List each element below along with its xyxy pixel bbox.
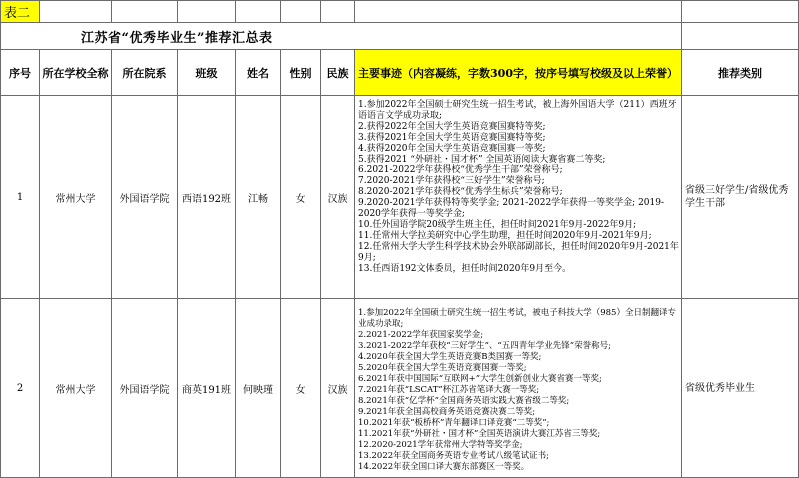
header-category: 推荐类别: [682, 50, 799, 96]
deed-item: 14.2022年获全国口译大赛东部赛区一等奖。: [358, 462, 530, 472]
header-name: 姓名: [236, 50, 281, 96]
deed-item: 11.2021年获“外研社・国才杯”全国英语演讲大赛江苏省三等奖;: [358, 429, 601, 439]
row1-name: 江畅: [236, 96, 281, 299]
deed-item: 1.参加2022年全国硕士研究生统一招生考试，被上海外国语大学（211）西班牙语语言文学成功录取;: [358, 100, 677, 121]
deed-item: 13.2022年获全国商务英语专业考试八级笔试证书;: [358, 451, 550, 461]
deed-item: 13.任西语192文体委员，担任时间2020年9月至今。: [358, 263, 572, 274]
deed-item: 10.2021年获“板桥杯”青年翻译口译竞赛“二等奖”;: [358, 418, 550, 428]
deed-item: 9.2021年获全国高校商务英语竞赛决赛二等奖;: [358, 407, 536, 417]
empty-cell: [682, 0, 799, 23]
row1-gender: 女: [281, 96, 321, 299]
deed-item: 8.2020-2021学年获得校“优秀学生标兵”荣誉称号;: [358, 187, 563, 198]
row1-seq: 1: [0, 96, 40, 299]
header-ethnicity: 民族: [321, 50, 355, 96]
deed-item: 2.获得2022年全国大学生英语竞赛国赛特等奖;: [358, 121, 546, 132]
header-seq: 序号: [0, 50, 40, 96]
deed-item: 2.2021-2022学年获国家奖学金;: [358, 330, 484, 340]
empty-cell: [321, 0, 355, 23]
row1-category: 省级三好学生/省级优秀学生干部: [682, 96, 799, 299]
deed-item: 5.获得2021 “外研社・国才杯” 全国英语阅读大赛省赛二等奖;: [358, 154, 606, 165]
row1-class: 西语192班: [178, 96, 236, 299]
row1-deeds: [355, 96, 682, 299]
header-class: 班级: [178, 50, 236, 96]
table-title: 江苏省“优秀毕业生”推荐汇总表: [0, 23, 682, 50]
row1-school: 常州大学: [40, 96, 112, 299]
deed-item: 4.2020年获全国大学生英语竞赛B类国赛一等奖;: [358, 352, 542, 362]
row2-category: 省级优秀毕业生: [682, 299, 799, 478]
deed-item: 7.2020-2021学年获得校“三好学生”荣誉称号;: [358, 176, 545, 187]
deed-item: 3.2021-2022学年获校“三好学生”、“五四青年学业先锋”荣誉称号;: [358, 341, 611, 351]
empty-cell: [40, 0, 112, 23]
empty-cell: [682, 23, 799, 50]
deed-item: 8.2021年获“亿学杯”全国商务英语实践大赛省级二等奖;: [358, 396, 570, 406]
row2-school: 常州大学: [40, 299, 112, 478]
table-tag: 表二: [0, 0, 40, 23]
row2-gender: 女: [281, 299, 321, 478]
deed-item: 9.2020-2021学年获得特等奖学金; 2021-2022学年获得一等奖学金; 2019-2020学年获得一等奖学金;: [358, 198, 665, 220]
row2-deeds: [355, 299, 682, 478]
deed-item: 3.获得2021年全国大学生英语竞赛国赛特等奖;: [358, 132, 546, 143]
deeds-list: [358, 308, 679, 473]
deed-item: 6.2021年获中国国际“互联网+”大学生创新创业大赛省赛一等奖;: [358, 374, 602, 384]
deed-item: 5.2020年获全国大学生英语竞赛国赛一等奖;: [358, 363, 527, 373]
row2-dept: 外国语学院: [112, 299, 178, 478]
row2-name: 何映瑾: [236, 299, 281, 478]
deed-item: 4.获得2020年全国大学生英语竞赛国赛一等奖;: [358, 143, 546, 154]
header-gender: 性别: [281, 50, 321, 96]
row1-dept: 外国语学院: [112, 96, 178, 299]
deed-item: 11.任常州大学拉美研究中心学生助理，担任时间2020年9月-2021年9月;: [358, 230, 652, 241]
empty-cell: [281, 0, 321, 23]
header-dept: 所在院系: [112, 50, 178, 96]
deed-item: 12.任常州大学大学生科学技术协会外联部副部长，担任时间2020年9月-2021年9月;: [358, 241, 679, 263]
empty-cell: [112, 0, 178, 23]
deed-item: 1.参加2022年全国硕士研究生统一招生考试，被电子科技大学（985）全日制翻译专业成功录取;: [358, 308, 676, 329]
row2-seq: 2: [0, 299, 40, 478]
empty-cell: [178, 0, 236, 23]
header-deeds: 主要事迹（内容凝练，字数300字，按序号填写校级及以上荣誉）: [355, 50, 682, 96]
header-school: 所在学校全称: [40, 50, 112, 96]
deed-item: 7.2021年获“LSCAT”杯江苏省笔译大赛一等奖;: [358, 385, 540, 395]
empty-cell: [236, 0, 281, 23]
deed-item: 12.2020-2021学年获常州大学特等奖学金;: [358, 440, 523, 450]
deed-item: 10.任外国语学院20级学生班主任，担任时间2021年9月-2022年9月;: [358, 219, 637, 230]
row2-ethnicity: 汉族: [321, 299, 355, 478]
deeds-list: [358, 100, 679, 275]
row1-ethnicity: 汉族: [321, 96, 355, 299]
empty-cell: [355, 0, 682, 23]
row2-class: 商英191班: [178, 299, 236, 478]
deed-item: 6.2021-2022学年获得校“优秀学生干部”荣誉称号;: [358, 165, 563, 176]
